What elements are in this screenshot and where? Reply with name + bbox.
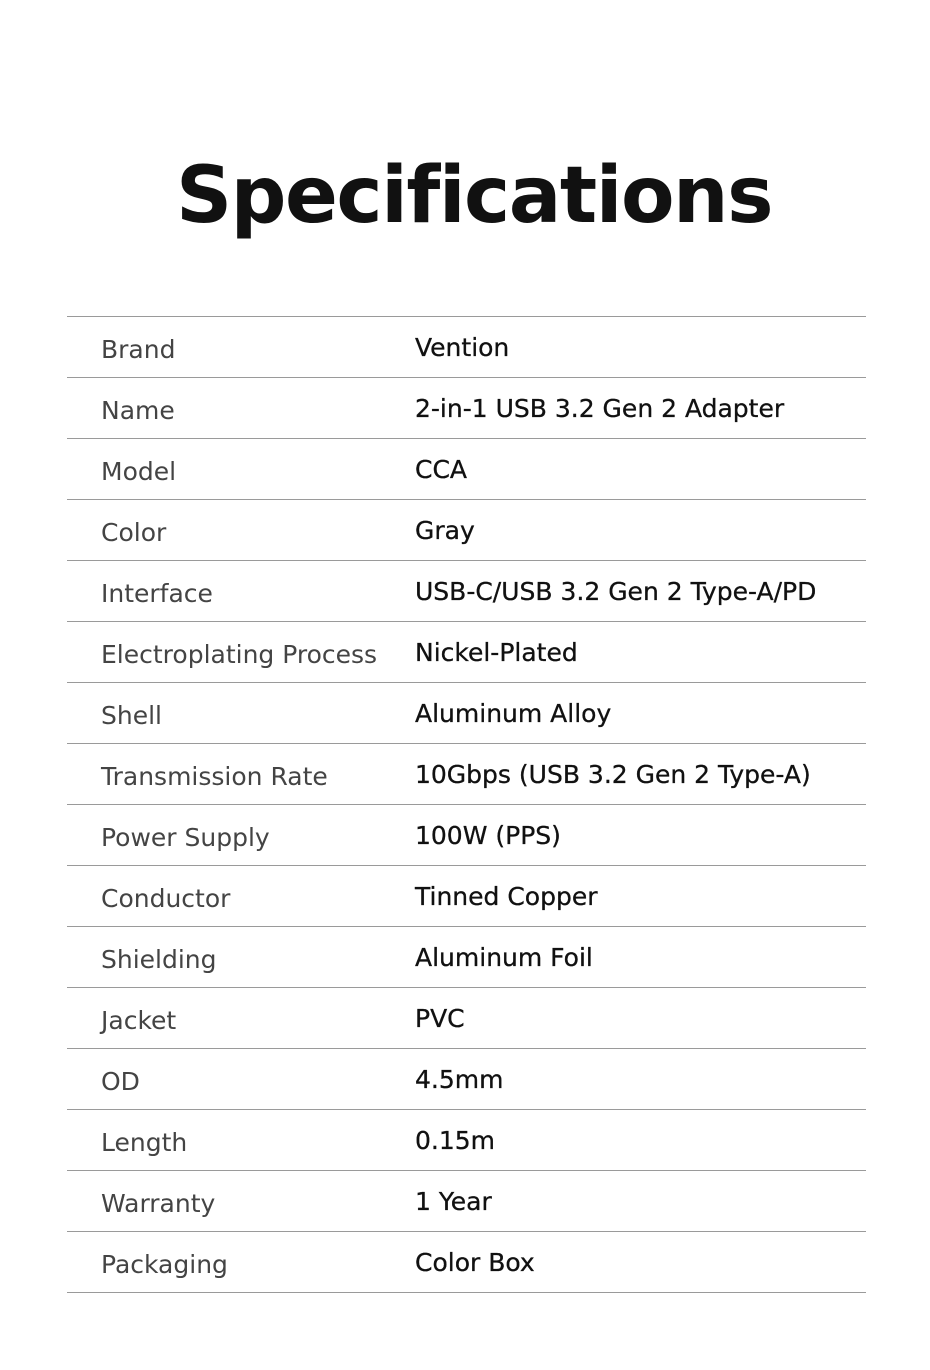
spec-value: 100W (PPS) <box>415 821 561 850</box>
spec-row-color <box>67 500 866 561</box>
spec-label: Brand <box>101 335 176 364</box>
spec-label: Conductor <box>101 884 231 913</box>
spec-row-power-supply <box>67 805 866 866</box>
spec-label: Transmission Rate <box>101 762 328 791</box>
spec-label: Warranty <box>101 1189 216 1218</box>
spec-row-od <box>67 1049 866 1110</box>
spec-value: USB-C/USB 3.2 Gen 2 Type-A/PD <box>415 577 817 606</box>
spec-value: 4.5mm <box>415 1065 504 1094</box>
spec-label: Interface <box>101 579 213 608</box>
spec-value: CCA <box>415 455 468 484</box>
spec-label: Length <box>101 1128 188 1157</box>
spec-value: PVC <box>415 1004 465 1033</box>
spec-label: Name <box>101 396 175 425</box>
spec-value: Aluminum Foil <box>415 943 593 972</box>
spec-value: 0.15m <box>415 1126 496 1155</box>
spec-row-name <box>67 378 866 439</box>
spec-row-warranty <box>67 1171 866 1232</box>
spec-row-shielding <box>67 927 866 988</box>
spec-label: Shell <box>101 701 162 730</box>
spec-label: Jacket <box>101 1006 177 1035</box>
spec-value: Color Box <box>415 1248 535 1277</box>
spec-label: Color <box>101 518 167 547</box>
spec-row-shell <box>67 683 866 744</box>
spec-row-electroplating-process <box>67 622 866 683</box>
spec-label: Electroplating Process <box>101 640 378 669</box>
spec-label: OD <box>101 1067 140 1096</box>
spec-row-length <box>67 1110 866 1171</box>
spec-value: Aluminum Alloy <box>415 699 612 728</box>
spec-label: Model <box>101 457 177 486</box>
spec-row-model <box>67 439 866 500</box>
spec-value: Gray <box>415 516 475 545</box>
spec-value: Tinned Copper <box>415 882 598 911</box>
spec-value: 1 Year <box>415 1187 492 1216</box>
spec-row-packaging <box>67 1232 866 1293</box>
spec-row-conductor <box>67 866 866 927</box>
spec-label: Power Supply <box>101 823 270 852</box>
spec-row-jacket <box>67 988 866 1049</box>
spec-value: 10Gbps (USB 3.2 Gen 2 Type-A) <box>415 760 811 789</box>
spec-row-interface <box>67 561 866 622</box>
spec-value: Vention <box>415 333 510 362</box>
spec-label: Shielding <box>101 945 217 974</box>
spec-row-brand <box>67 317 866 378</box>
specifications-table <box>67 316 866 1293</box>
spec-row-transmission-rate <box>67 744 866 805</box>
page-title: Specifications <box>176 151 772 241</box>
spec-label: Packaging <box>101 1250 228 1279</box>
spec-value: Nickel-Plated <box>415 638 578 667</box>
spec-value: 2-in-1 USB 3.2 Gen 2 Adapter <box>415 394 785 423</box>
